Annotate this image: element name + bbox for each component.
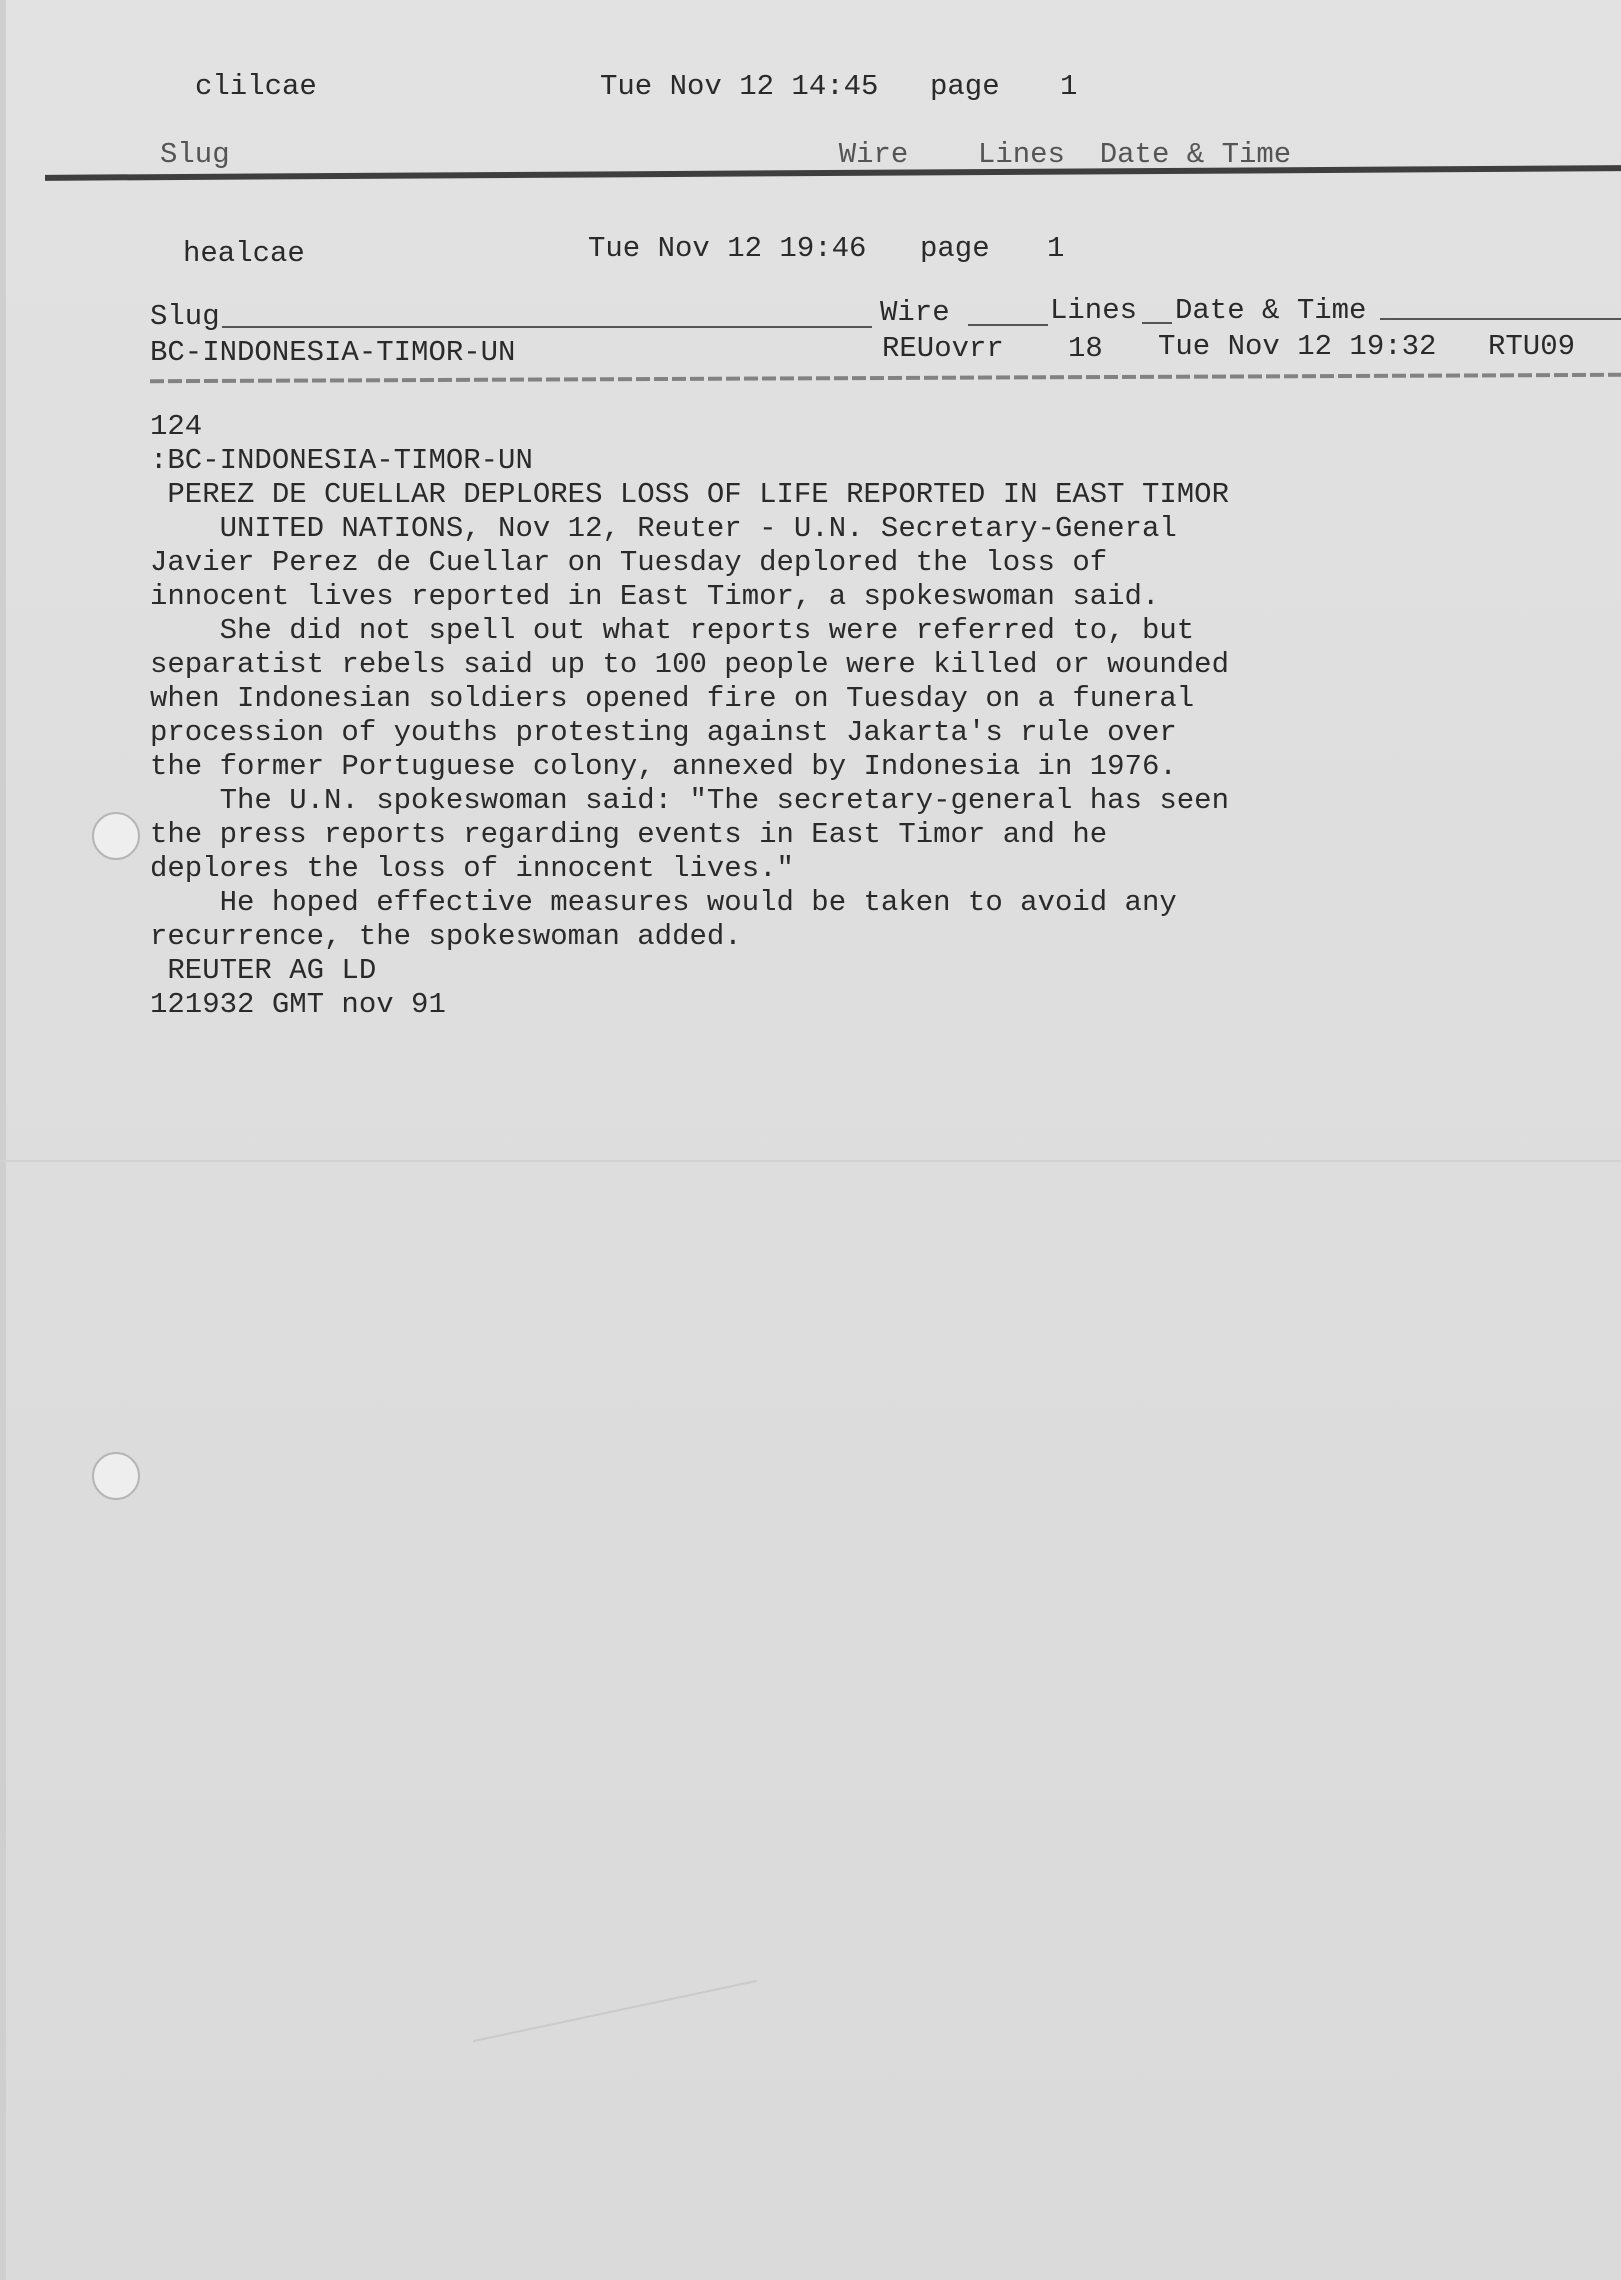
story-line: He hoped effective measures would be taken to avoid any xyxy=(150,886,1177,919)
column-wire: Wire xyxy=(880,296,950,329)
column-date-time: Date & Time xyxy=(1175,294,1367,327)
column-lines: Lines xyxy=(1050,294,1138,327)
story-line: recurrence, the spokeswoman added. xyxy=(150,920,742,953)
row-id: RTU09 xyxy=(1488,330,1576,363)
story-line: Javier Perez de Cuellar on Tuesday deplored the loss of xyxy=(150,546,1108,579)
page2-page-number: 1 xyxy=(1047,232,1065,265)
story-line: procession of youths protesting against Jakarta's rule over xyxy=(150,716,1177,749)
story-line: separatist rebels said up to 100 people were killed or wounded xyxy=(150,648,1229,681)
story-timestamp: 121932 GMT nov 91 xyxy=(150,988,446,1021)
story-headline: PEREZ DE CUELLAR DEPLORES LOSS OF LIFE REPORTED IN EAST TIMOR xyxy=(150,478,1229,511)
story-line: She did not spell out what reports were referred to, but xyxy=(150,614,1195,647)
page1-page-number: 1 xyxy=(1060,70,1078,103)
separator-rule xyxy=(150,373,1621,383)
paper-scratch xyxy=(473,1980,757,2042)
page-edge xyxy=(0,0,6,2280)
page1-user: clilcae xyxy=(195,70,317,103)
column-slug: Slug xyxy=(150,300,220,333)
story-line: UNITED NATIONS, Nov 12, Reuter - U.N. Secretary-General xyxy=(150,512,1177,545)
wire-underline xyxy=(968,324,1048,326)
fold-line xyxy=(0,1160,1621,1162)
punch-hole xyxy=(92,812,140,860)
story-line: the press reports regarding events in East Timor and he xyxy=(150,818,1108,851)
story-number: 124 xyxy=(150,410,203,443)
story-line: when Indonesian soldiers opened fire on Tuesday on a funeral xyxy=(150,682,1195,715)
story-line: the former Portuguese colony, annexed by Indonesia in 1976. xyxy=(150,750,1177,783)
page2-user: healcae xyxy=(183,237,305,270)
story-signoff: REUTER AG LD xyxy=(150,954,377,987)
page1-column-header: Slug Wire Lines Date & Time xyxy=(160,138,1292,171)
story-line: deplores the loss of innocent lives." xyxy=(150,852,794,885)
date-underline xyxy=(1380,318,1621,320)
row-slug: BC-INDONESIA-TIMOR-UN xyxy=(150,336,516,369)
page1-timestamp: Tue Nov 12 14:45 xyxy=(600,70,879,103)
story-slug: :BC-INDONESIA-TIMOR-UN xyxy=(150,444,533,477)
story-body xyxy=(150,410,1229,1022)
page2-timestamp: Tue Nov 12 19:46 xyxy=(588,232,867,265)
slug-underline xyxy=(222,326,872,328)
story-line: innocent lives reported in East Timor, a spokeswoman said. xyxy=(150,580,1160,613)
story-line: The U.N. spokeswoman said: "The secretary-general has seen xyxy=(150,784,1229,817)
row-date: Tue Nov 12 19:32 xyxy=(1158,330,1437,363)
lines-underline xyxy=(1142,322,1172,324)
row-lines: 18 xyxy=(1068,332,1103,365)
page2-page-label: page xyxy=(920,232,990,265)
punch-hole xyxy=(92,1452,140,1500)
row-wire: REUovrr xyxy=(882,332,1004,365)
page1-page-label: page xyxy=(930,70,1000,103)
